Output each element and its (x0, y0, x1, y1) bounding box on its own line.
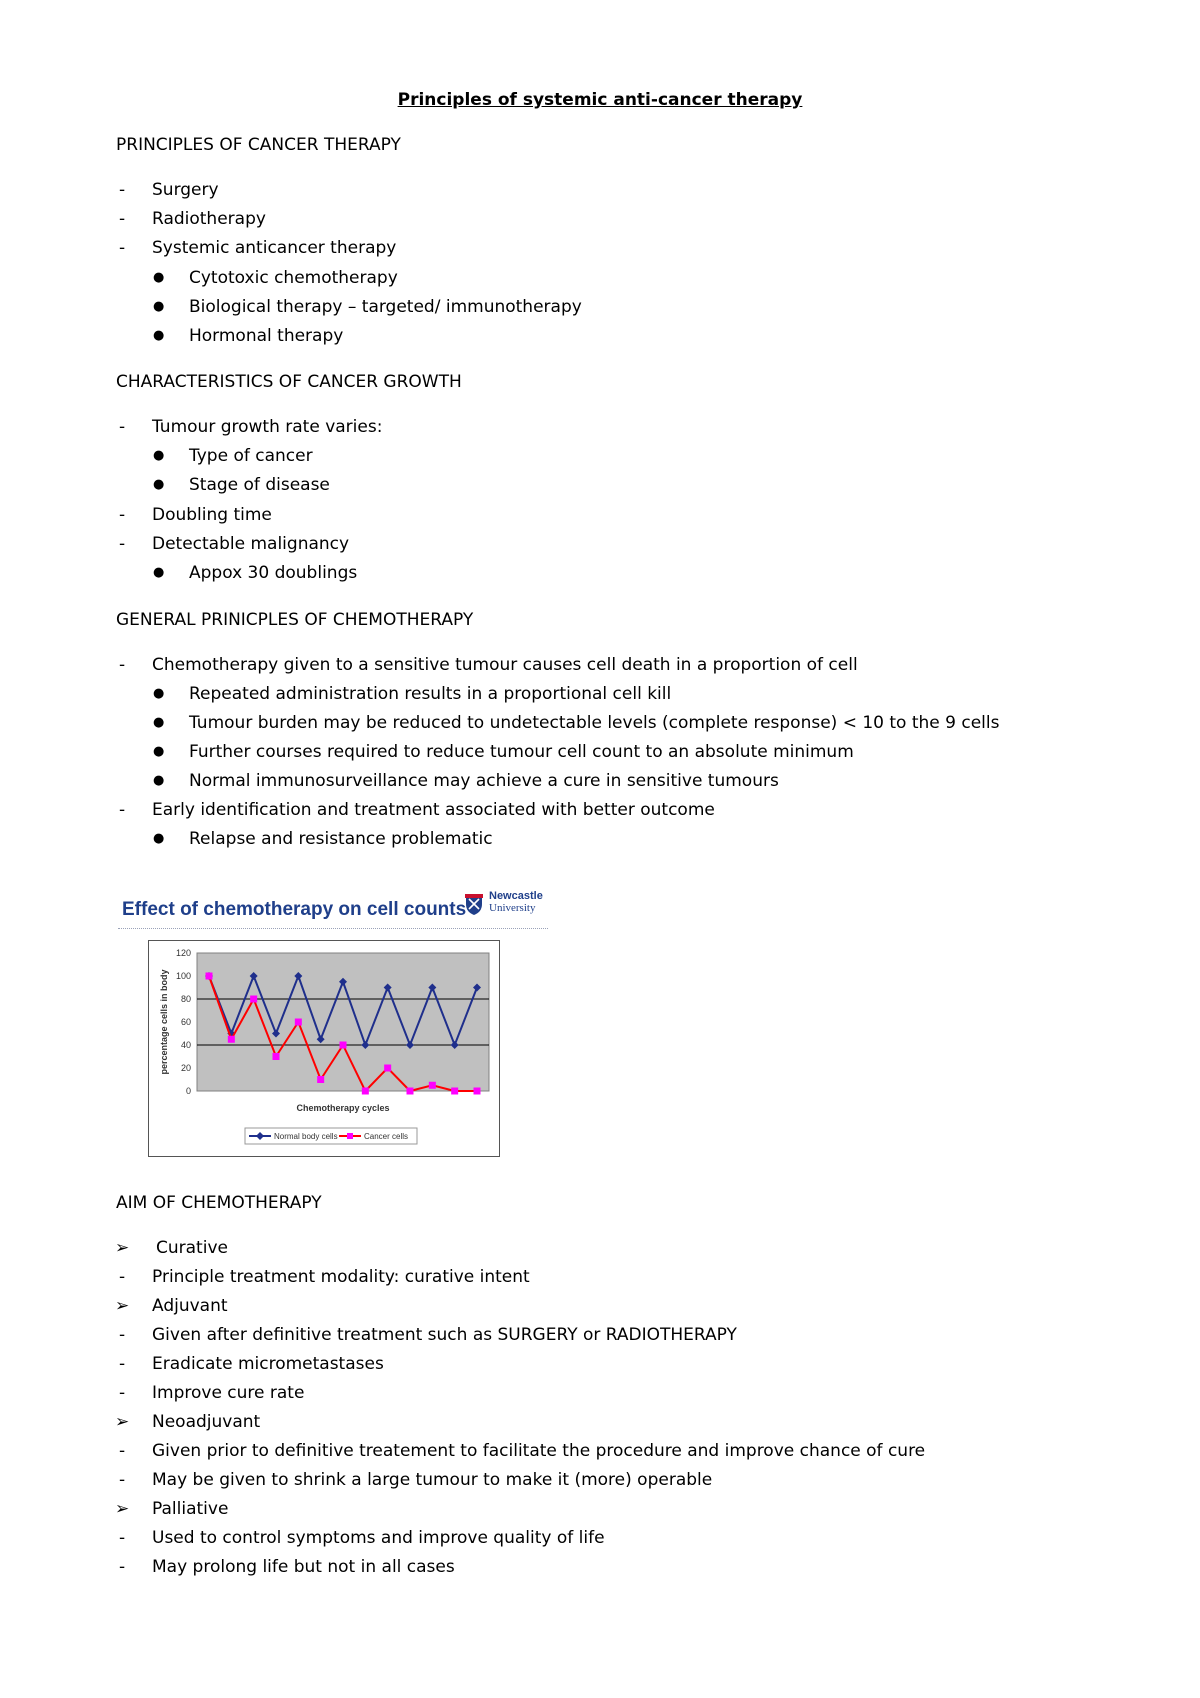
data-point (474, 1088, 481, 1095)
dash-marker: - (119, 238, 126, 258)
list-subitem: Cytotoxic chemotherapy (189, 268, 398, 288)
legend-label: Normal body cells (274, 1132, 338, 1141)
university-shield-icon (465, 894, 483, 916)
dash-marker: - (119, 655, 126, 675)
list-subitem: Relapse and resistance problematic (189, 829, 493, 849)
list-item: Detectable malignancy (152, 534, 350, 554)
list-item: Given prior to definitive treatement to facilitate the procedure and improve chance of cure (152, 1441, 926, 1461)
data-point (250, 996, 257, 1003)
dash-marker: - (119, 1557, 126, 1577)
figure-divider (118, 928, 548, 929)
chart-figure (118, 890, 548, 1160)
list-subitem: Biological therapy – targeted/ immunotherapy (189, 297, 582, 317)
dash-marker: - (119, 417, 126, 437)
list-item: Given after definitive treatment such as SURGERY or RADIOTHERAPY (152, 1325, 737, 1345)
y-tick-label: 40 (180, 1040, 191, 1050)
section-heading-growth: CHARACTERISTICS OF CANCER GROWTH (116, 372, 462, 392)
dash-marker: - (119, 1267, 126, 1287)
arrow-bullet-icon: ➢ (115, 1499, 130, 1519)
dash-marker: - (119, 505, 126, 525)
dash-marker: - (119, 209, 126, 229)
dash-marker: - (119, 1354, 126, 1374)
line-chart (149, 941, 499, 1156)
bullet-icon: ● (153, 328, 165, 343)
list-item: Systemic anticancer therapy (152, 238, 397, 258)
list-item: Neoadjuvant (152, 1412, 261, 1432)
list-subitem: Type of cancer (189, 446, 313, 466)
y-tick-label: 100 (175, 971, 191, 981)
dash-marker: - (119, 800, 126, 820)
data-point (295, 1019, 302, 1026)
list-item: Early identification and treatment associated with better outcome (152, 800, 715, 820)
dash-marker: - (119, 1441, 126, 1461)
data-point (451, 1088, 458, 1095)
logo-text-line2: University (489, 902, 536, 914)
figure-title: Effect of chemotherapy on cell counts (122, 899, 467, 920)
dash-marker: - (119, 534, 126, 554)
data-point (340, 1042, 347, 1049)
page-title: Principles of systemic anti-cancer therapy (397, 90, 803, 110)
section-heading-aim: AIM OF CHEMOTHERAPY (116, 1193, 322, 1213)
section-heading-general: GENERAL PRINICPLES OF CHEMOTHERAPY (116, 610, 474, 630)
arrow-bullet-icon: ➢ (115, 1412, 130, 1432)
bullet-icon: ● (153, 299, 165, 314)
bullet-icon: ● (153, 744, 165, 759)
list-item: Radiotherapy (152, 209, 266, 229)
list-subitem: Repeated administration results in a proportional cell kill (189, 684, 672, 704)
data-point (384, 1065, 391, 1072)
list-item: May be given to shrink a large tumour to make it (more) operable (152, 1470, 713, 1490)
data-point (273, 1053, 280, 1060)
list-item: Tumour growth rate varies: (152, 417, 383, 437)
list-item: Eradicate micrometastases (152, 1354, 384, 1374)
bullet-icon: ● (153, 715, 165, 730)
list-item: Used to control symptoms and improve quality of life (152, 1528, 605, 1548)
dash-marker: - (119, 1383, 126, 1403)
list-item: Chemotherapy given to a sensitive tumour causes cell death in a proportion of cell (152, 655, 858, 675)
bullet-icon: ● (153, 270, 165, 285)
data-point (317, 1076, 324, 1083)
bullet-icon: ● (153, 831, 165, 846)
list-item: Principle treatment modality: curative intent (152, 1267, 530, 1287)
list-item: Surgery (152, 180, 219, 200)
y-tick-label: 20 (180, 1063, 191, 1073)
data-point (206, 973, 213, 980)
list-subitem: Further courses required to reduce tumour cell count to an absolute minimum (189, 742, 854, 762)
dash-marker: - (119, 1325, 126, 1345)
data-point (362, 1088, 369, 1095)
y-axis-label: percentage cells in body (159, 969, 169, 1075)
list-subitem: Hormonal therapy (189, 326, 344, 346)
y-tick-label: 60 (180, 1017, 191, 1027)
legend-label: Cancer cells (364, 1132, 409, 1141)
chart-container (148, 940, 500, 1157)
data-point (429, 1082, 436, 1089)
logo-text-line1: Newcastle (489, 890, 543, 902)
bullet-icon: ● (153, 773, 165, 788)
arrow-bullet-icon: ➢ (115, 1296, 130, 1316)
list-item: Adjuvant (152, 1296, 228, 1316)
legend-marker (347, 1133, 353, 1139)
section-heading-principles: PRINCIPLES OF CANCER THERAPY (116, 135, 401, 155)
list-item: Curative (156, 1238, 228, 1258)
list-subitem: Appox 30 doublings (189, 563, 358, 583)
bullet-icon: ● (153, 477, 165, 492)
bullet-icon: ● (153, 448, 165, 463)
list-subitem: Normal immunosurveillance may achieve a cure in sensitive tumours (189, 771, 779, 791)
dash-marker: - (119, 180, 126, 200)
list-subitem: Tumour burden may be reduced to undetectable levels (complete response) < 10 to the 9 cells (189, 713, 1000, 733)
data-point (407, 1088, 414, 1095)
data-point (228, 1036, 235, 1043)
list-item: Improve cure rate (152, 1383, 305, 1403)
y-tick-label: 120 (175, 948, 191, 958)
dash-marker: - (119, 1470, 126, 1490)
list-item: May prolong life but not in all cases (152, 1557, 455, 1577)
y-tick-label: 0 (185, 1086, 191, 1096)
y-tick-label: 80 (180, 994, 191, 1004)
list-item: Palliative (152, 1499, 229, 1519)
bullet-icon: ● (153, 686, 165, 701)
dash-marker: - (119, 1528, 126, 1548)
bullet-icon: ● (153, 565, 165, 580)
arrow-bullet-icon: ➢ (115, 1238, 130, 1258)
list-subitem: Stage of disease (189, 475, 330, 495)
university-logo (461, 890, 551, 922)
x-axis-label: Chemotherapy cycles (296, 1103, 390, 1113)
list-item: Doubling time (152, 505, 272, 525)
